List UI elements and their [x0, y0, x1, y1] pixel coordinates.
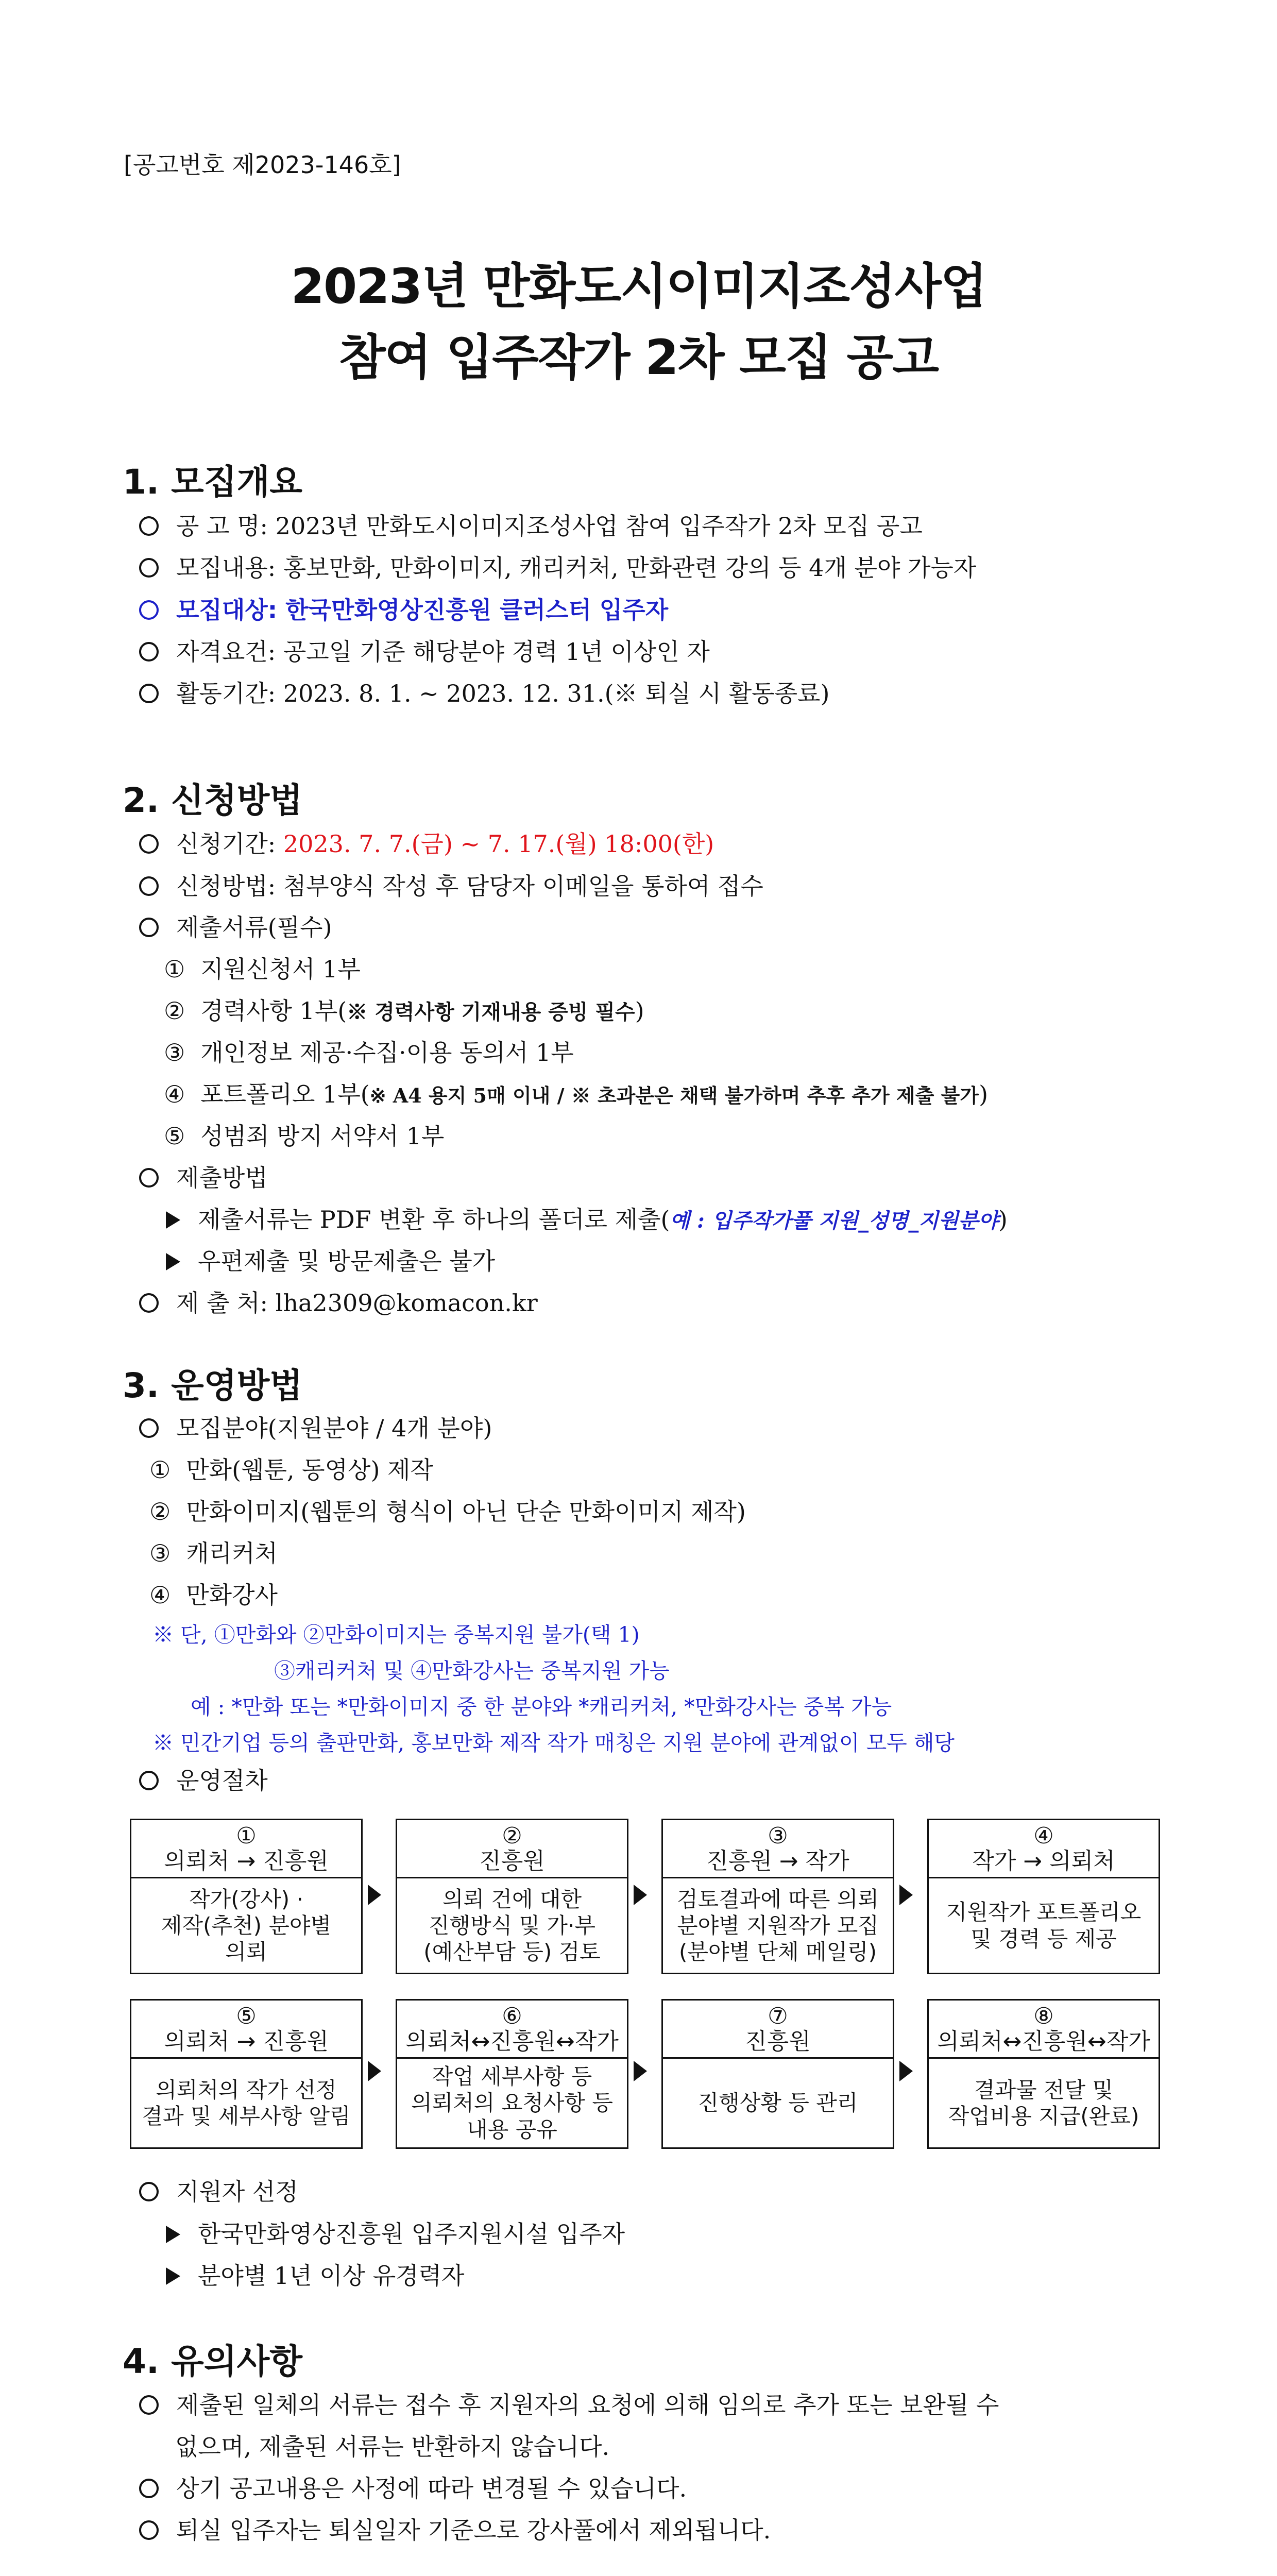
s4-text: 상기 공고내용은 사정에 따라 변경될 수 있습니다.	[176, 2475, 687, 2502]
s1-text: 자격요건: 공고일 기준 해당분야 경력 1년 이상인 자	[176, 638, 710, 666]
step-body: 결과물 전달 및 작업비용 지급(완료)	[948, 2077, 1139, 2129]
s4-point-1	[139, 2386, 999, 2420]
step-box	[927, 1999, 1160, 2149]
s2-text: 제 출 처: lha2309@komacon.kr	[176, 1289, 538, 1317]
step-body: 작업 세부사항 등 의뢰처의 요청사항 등 내용 공유	[411, 2064, 613, 2142]
step-title: 의뢰처 → 진흥원	[164, 1848, 329, 1874]
step-title: 작가 → 의뢰처	[972, 1848, 1115, 1874]
s2-submit	[139, 1159, 268, 1193]
circle-bullet-icon	[139, 2520, 159, 2540]
s2-example: 예 : 입주작가풀 지원_성명_지원분야	[670, 1209, 998, 1233]
s1-text: 활동기간: 2023. 8. 1. ~ 2023. 12. 31.(※ 퇴실 시 활동종료)	[176, 680, 830, 707]
step-box	[661, 1819, 894, 1974]
s3-text: 만화(웹툰, 동영상) 제작	[186, 1456, 433, 1484]
circle-bullet-icon	[139, 1771, 159, 1790]
s4-point-2	[139, 2470, 687, 2504]
s1-line-1	[139, 507, 923, 541]
s3-text: 만화이미지(웹툰의 형식이 아닌 단순 만화이미지 제작)	[186, 1498, 746, 1526]
arrow-right-icon	[899, 1885, 913, 1905]
s1-text: 공 고 명: 2023년 만화도시이미지조성사업 참여 입주작가 2차 모집 공고	[176, 512, 923, 540]
s2-text: )	[998, 1206, 1008, 1233]
section-2-heading: 2. 신청방법	[123, 781, 302, 820]
step-body: 지원작가 포트폴리오 및 경력 등 제공	[946, 1900, 1142, 1952]
section-1-heading: 1. 모집개요	[123, 462, 302, 502]
circle-bullet-icon	[139, 918, 159, 937]
s1-line-4	[139, 633, 710, 667]
step-number: ③	[768, 1822, 788, 1849]
s3-field-4	[149, 1577, 278, 1611]
step-number: ⑧	[1033, 2003, 1054, 2029]
num-1: ①	[164, 955, 185, 983]
num-4: ④	[164, 1080, 185, 1108]
s2-period	[139, 825, 714, 859]
s2-doc-2	[164, 992, 644, 1026]
num-2: ②	[149, 1498, 171, 1526]
s2-text-small: ※ A4 용지 5매 이내 / ※ 초과분은 채택 불가하며 추후 추가 제출 불가	[369, 1084, 979, 1107]
s3-selection	[139, 2173, 298, 2207]
step-title: 의뢰처 → 진흥원	[164, 2028, 329, 2055]
step-title: 의뢰처↔진흥원↔작가	[937, 2028, 1150, 2055]
arrow-right-icon	[899, 2061, 913, 2081]
s3-note-4: ※ 민간기업 등의 출판만화, 홍보만화 제작 작가 매칭은 지원 분야에 관계없이 모두 해당	[152, 1731, 955, 1755]
s2-text: )	[635, 997, 644, 1025]
triangle-bullet-icon	[166, 1253, 180, 1270]
section-3-heading: 3. 운영방법	[123, 1366, 302, 1405]
step-box	[130, 1999, 363, 2149]
s3-procedure	[139, 1762, 268, 1796]
circle-bullet-icon	[139, 1418, 159, 1438]
s2-docs	[139, 909, 332, 943]
s3-text: 운영절차	[176, 1767, 268, 1794]
s2-text: 성범죄 방지 서약서 1부	[200, 1122, 445, 1150]
s2-doc-1	[164, 951, 361, 985]
s2-submit-1	[166, 1201, 1008, 1235]
num-1: ①	[149, 1456, 171, 1484]
step-number: ④	[1033, 1822, 1054, 1849]
s2-period-label: 신청기간:	[176, 830, 283, 858]
notice-number: [공고번호 제2023-146호]	[124, 151, 401, 179]
s4-point-1-cont: 없으며, 제출된 서류는 반환하지 않습니다.	[175, 2433, 610, 2461]
s4-text: 퇴실 입주자는 퇴실일자 기준으로 강사풀에서 제외됩니다.	[176, 2516, 771, 2544]
s2-text: 제출방법	[176, 1164, 268, 1192]
s2-to	[139, 1284, 538, 1318]
s3-text: 모집분야(지원분야 / 4개 분야)	[176, 1414, 492, 1442]
s2-doc-5	[164, 1117, 444, 1151]
circle-bullet-icon	[139, 2479, 159, 2498]
title-line-2: 참여 입주작가 2차 모집 공고	[338, 330, 939, 386]
step-header	[131, 1820, 361, 1878]
section-4-heading: 4. 유의사항	[123, 2342, 302, 2381]
s2-doc-4	[164, 1076, 988, 1110]
triangle-bullet-icon	[166, 2267, 180, 2285]
step-body: 검토결과에 따른 의뢰 분야별 지원작가 모집 (분야별 단체 메일링)	[677, 1886, 879, 1965]
s3-text: 지원자 선정	[176, 2178, 298, 2206]
s1-line-3	[139, 591, 668, 625]
s4-text: 제출된 일체의 서류는 접수 후 지원자의 요청에 의해 임의로 추가 또는 보완될 수	[176, 2391, 999, 2419]
num-5: ⑤	[164, 1122, 185, 1150]
circle-bullet-icon	[139, 1168, 159, 1188]
arrow-right-icon	[368, 1885, 381, 1905]
s2-doc-3	[164, 1034, 574, 1068]
s3-selection-1	[166, 2215, 625, 2249]
s2-method	[139, 868, 763, 902]
circle-bullet-icon	[139, 516, 159, 536]
step-number: ①	[236, 1822, 257, 1849]
s3-field-2	[149, 1493, 746, 1527]
circle-bullet-icon	[139, 558, 159, 578]
arrow-right-icon	[368, 2061, 381, 2081]
num-3: ③	[149, 1539, 171, 1567]
s2-text-small: ※ 경력사항 기재내용 증빙 필수	[347, 1000, 635, 1024]
circle-bullet-icon	[139, 600, 159, 620]
step-title: 의뢰처↔진흥원↔작가	[405, 2028, 619, 2055]
s3-text: 만화강사	[186, 1581, 278, 1609]
s2-text: 우편제출 및 방문제출은 불가	[198, 1247, 496, 1275]
step-box	[927, 1819, 1160, 1974]
s1-text: 모집내용: 홍보만화, 만화이미지, 캐리커처, 만화관련 강의 등 4개 분야 가능자	[176, 554, 977, 582]
triangle-bullet-icon	[166, 2226, 180, 2243]
step-number: ⑥	[502, 2003, 522, 2029]
step-header	[397, 2001, 627, 2059]
s1-text: 모집대상: 한국만화영상진흥원 클러스터 입주자	[176, 596, 669, 624]
s2-text: 제출서류는 PDF 변환 후 하나의 폴더로 제출(	[198, 1206, 670, 1233]
step-header	[929, 1820, 1159, 1878]
step-box	[396, 1819, 628, 1974]
s3-note-2: ③캐리커처 및 ④만화강사는 중복지원 가능	[274, 1658, 670, 1683]
step-title: 진흥원	[745, 2028, 811, 2055]
s1-line-5	[139, 675, 829, 709]
s2-text: )	[979, 1080, 989, 1108]
step-header	[929, 2001, 1159, 2059]
s3-text: 캐리커처	[186, 1539, 278, 1567]
s3-field-1	[149, 1451, 433, 1485]
step-number: ⑦	[768, 2003, 788, 2029]
title-line-1: 2023년 만화도시이미지조성사업	[291, 259, 986, 315]
s3-text: 한국만화영상진흥원 입주지원시설 입주자	[198, 2220, 625, 2248]
circle-bullet-icon	[139, 684, 159, 703]
s2-text: 지원신청서 1부	[200, 955, 361, 983]
s4-point-3	[139, 2512, 771, 2546]
s3-note-3: 예 : *만화 또는 *만화이미지 중 한 분야와 *캐리커처, *만화강사는 중복 가능	[191, 1694, 892, 1719]
s3-selection-2	[166, 2257, 465, 2291]
step-header	[663, 2001, 893, 2059]
circle-bullet-icon	[139, 1293, 159, 1313]
step-title: 진흥원 → 작가	[706, 1848, 849, 1874]
num-3: ③	[164, 1039, 185, 1066]
step-number: ②	[502, 1822, 522, 1849]
s2-submit-2	[166, 1243, 495, 1277]
s3-field-3	[149, 1535, 278, 1569]
circle-bullet-icon	[139, 2395, 159, 2415]
s1-line-2	[139, 549, 976, 583]
step-body: 의뢰 건에 대한 진행방식 및 가·부 (예산부담 등) 검토	[423, 1886, 601, 1965]
s2-text: 개인정보 제공·수집·이용 동의서 1부	[200, 1039, 574, 1066]
s2-period-value: 2023. 7. 7.(금) ~ 7. 17.(월) 18:00(한)	[283, 830, 714, 858]
step-box	[130, 1819, 363, 1974]
step-header	[131, 2001, 361, 2059]
step-body: 의뢰처의 작가 선정 결과 및 세부사항 알림	[142, 2077, 351, 2129]
step-box	[661, 1999, 894, 2149]
s3-fields	[139, 1410, 492, 1444]
s3-text: 분야별 1년 이상 유경력자	[198, 2262, 465, 2290]
arrow-right-icon	[634, 1885, 647, 1905]
step-box	[396, 1999, 628, 2149]
step-title: 진흥원	[479, 1848, 545, 1874]
s2-text: 경력사항 1부(	[200, 997, 347, 1025]
s2-text: 신청방법: 첨부양식 작성 후 담당자 이메일을 통하여 접수	[176, 872, 763, 900]
circle-bullet-icon	[139, 2182, 159, 2201]
num-4: ④	[149, 1581, 171, 1609]
step-header	[397, 1820, 627, 1878]
step-header	[663, 1820, 893, 1878]
circle-bullet-icon	[139, 642, 159, 662]
circle-bullet-icon	[139, 876, 159, 896]
step-body: 진행상황 등 관리	[697, 2090, 858, 2116]
arrow-right-icon	[634, 2061, 647, 2081]
s2-text: 제출서류(필수)	[176, 913, 332, 941]
num-2: ②	[164, 997, 185, 1025]
s2-text: 포트폴리오 1부(	[200, 1080, 370, 1108]
circle-bullet-icon	[139, 834, 159, 854]
s3-note-1: ※ 단, ①만화와 ②만화이미지는 중복지원 불가(택 1)	[152, 1622, 640, 1647]
step-body: 작가(강사) · 제작(추천) 분야별 의뢰	[161, 1886, 332, 1965]
triangle-bullet-icon	[166, 1211, 180, 1229]
step-number: ⑤	[236, 2003, 257, 2029]
